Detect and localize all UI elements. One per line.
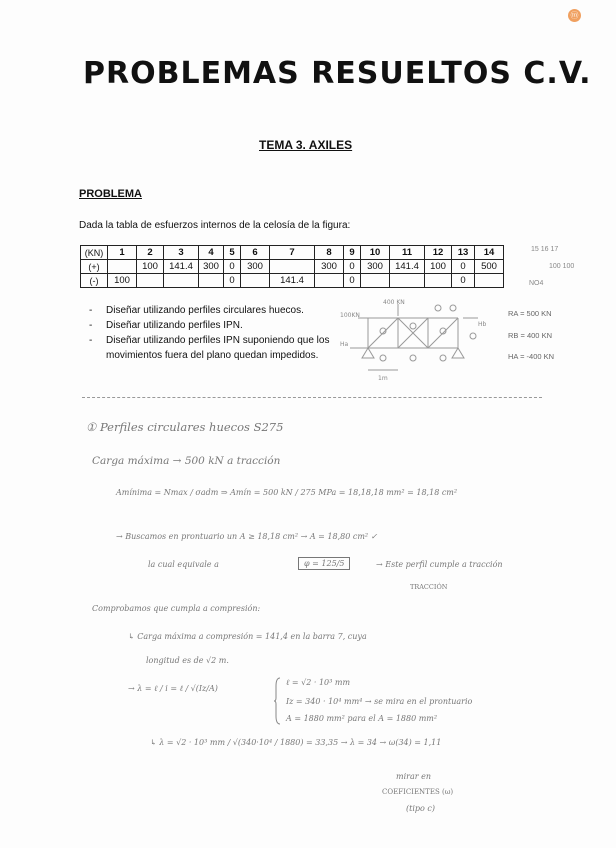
table-cell: 141.4 xyxy=(164,260,199,274)
table-header-cell: 1 xyxy=(108,246,137,260)
table-header-cell: 7 xyxy=(270,246,315,260)
topic-heading: TEMA 3. AXILES xyxy=(259,138,353,152)
row-label: (-) xyxy=(81,274,108,288)
list-item: - Diseñar utilizando perfiles circulares huecos. xyxy=(84,303,354,318)
table-cell xyxy=(241,274,270,288)
handwritten-line: ℓ = √2 · 10³ mm xyxy=(286,678,351,687)
brace xyxy=(274,676,282,726)
handwritten-heading: ① Perfiles circulares huecos S275 xyxy=(86,420,284,434)
handwritten-line: mirar en xyxy=(396,772,431,781)
table-header-cell: 5 xyxy=(224,246,241,260)
load-label: Hb xyxy=(478,321,487,328)
table-unit-label: (KN) xyxy=(81,246,108,260)
page-number-badge: ⓜ xyxy=(568,9,581,22)
table-cell xyxy=(108,260,137,274)
table-cell: 0 xyxy=(224,274,241,288)
table-cell xyxy=(361,274,390,288)
handwritten-line: longitud es de √2 m. xyxy=(146,656,229,665)
row-label: (+) xyxy=(81,260,108,274)
table-header-cell: 4 xyxy=(199,246,224,260)
table-header-cell: 10 xyxy=(361,246,390,260)
table-cell: 300 xyxy=(241,260,270,274)
table-cell xyxy=(390,274,425,288)
table-cell xyxy=(164,274,199,288)
table-cell: 0 xyxy=(344,274,361,288)
table-cell: 141.4 xyxy=(390,260,425,274)
handwritten-formula: Amínima = Nmax / σadm ⇒ Amín = 500 kN / 275 MPa = 18,18,18 mm² = 18,18 cm² xyxy=(116,488,458,497)
truss-figure xyxy=(338,298,508,388)
handwritten-line: Iz = 340 · 10⁴ mm⁴ → se mira en el prontuario xyxy=(286,697,473,706)
dimension-label: 1m xyxy=(378,375,388,382)
task-list xyxy=(84,303,354,363)
handwritten-line: TRACCIÓN xyxy=(410,583,448,591)
table-cell: 100 xyxy=(137,260,164,274)
table-cell: 500 xyxy=(475,260,504,274)
table-header-row xyxy=(81,246,504,260)
table-cell xyxy=(137,274,164,288)
table-header-cell: 9 xyxy=(344,246,361,260)
handwritten-line: A = 1880 mm² para el A = 1880 mm² xyxy=(286,714,438,723)
table-row xyxy=(81,274,504,288)
support-label: Ha xyxy=(340,341,349,348)
list-item: - Diseñar utilizando perfiles IPN suponiendo que los movimientos fuera del plano quedan impedidos. xyxy=(84,333,354,363)
table-cell xyxy=(425,274,452,288)
table-header-cell: 11 xyxy=(390,246,425,260)
handwritten-line: ↳ Carga máxima a compresión = 141,4 en la barra 7, cuya xyxy=(128,632,367,641)
reaction-ra: RA = 500 KN xyxy=(508,309,552,318)
table-cell: 300 xyxy=(199,260,224,274)
page-title: PROBLEMAS RESUELTOS C.V. xyxy=(83,56,592,91)
table-cell: 300 xyxy=(315,260,344,274)
handwritten-line: → Este perfil cumple a tracción xyxy=(376,560,503,569)
table-cell: 100 xyxy=(425,260,452,274)
table-cell xyxy=(270,260,315,274)
handwritten-line: Comprobamos que cumpla a compresión: xyxy=(92,604,261,613)
table-cell: 0 xyxy=(224,260,241,274)
table-header-cell: 8 xyxy=(315,246,344,260)
handwritten-formula: → λ = ℓ / i = ℓ / √(Iz/A) xyxy=(128,684,218,693)
section-heading: PROBLEMA xyxy=(79,188,142,200)
handwritten-line: COEFICIENTES (ω) xyxy=(382,788,454,796)
load-label: 100KN xyxy=(340,312,360,319)
table-cell: 300 xyxy=(361,260,390,274)
table-cell: 0 xyxy=(452,274,475,288)
table-header-cell: 3 xyxy=(164,246,199,260)
table-cell: 141.4 xyxy=(270,274,315,288)
side-note: 100 100 xyxy=(549,263,575,270)
table-cell xyxy=(475,274,504,288)
handwritten-line: Carga máxima → 500 kN a tracción xyxy=(92,455,281,467)
reaction-rb: RB = 400 KN xyxy=(508,331,552,340)
table-cell xyxy=(199,274,224,288)
forces-table xyxy=(80,245,504,288)
table-cell: 100 xyxy=(108,274,137,288)
list-item: - Diseñar utilizando perfiles IPN. xyxy=(84,318,354,333)
handwritten-formula: ↳ λ = √2 · 10³ mm / √(340·10⁴ / 1880) = 33,35 → λ = 34 → ω(34) = 1,11 xyxy=(150,738,442,747)
reaction-ha: HA = -400 KN xyxy=(508,352,555,361)
table-header-cell: 13 xyxy=(452,246,475,260)
handwritten-line: la cual equivale a xyxy=(148,560,219,569)
table-cell: 0 xyxy=(344,260,361,274)
side-note: 15 16 17 xyxy=(531,246,559,253)
divider xyxy=(82,397,542,398)
side-note: NO4 xyxy=(529,280,544,287)
intro-text: Dada la tabla de esfuerzos internos de la celosía de la figura: xyxy=(79,220,351,231)
table-cell: 0 xyxy=(452,260,475,274)
table-header-cell: 14 xyxy=(475,246,504,260)
table-header-cell: 12 xyxy=(425,246,452,260)
table-header-cell: 2 xyxy=(137,246,164,260)
table-header-cell: 6 xyxy=(241,246,270,260)
handwritten-line: (tipo c) xyxy=(406,804,435,813)
table-cell xyxy=(315,274,344,288)
table-row xyxy=(81,260,504,274)
load-label: 400 KN xyxy=(383,299,405,306)
profile-box: φ = 125/5 xyxy=(298,557,350,570)
handwritten-line: → Buscamos en prontuario un A ≥ 18,18 cm² → A = 18,80 cm² ✓ xyxy=(116,532,378,541)
